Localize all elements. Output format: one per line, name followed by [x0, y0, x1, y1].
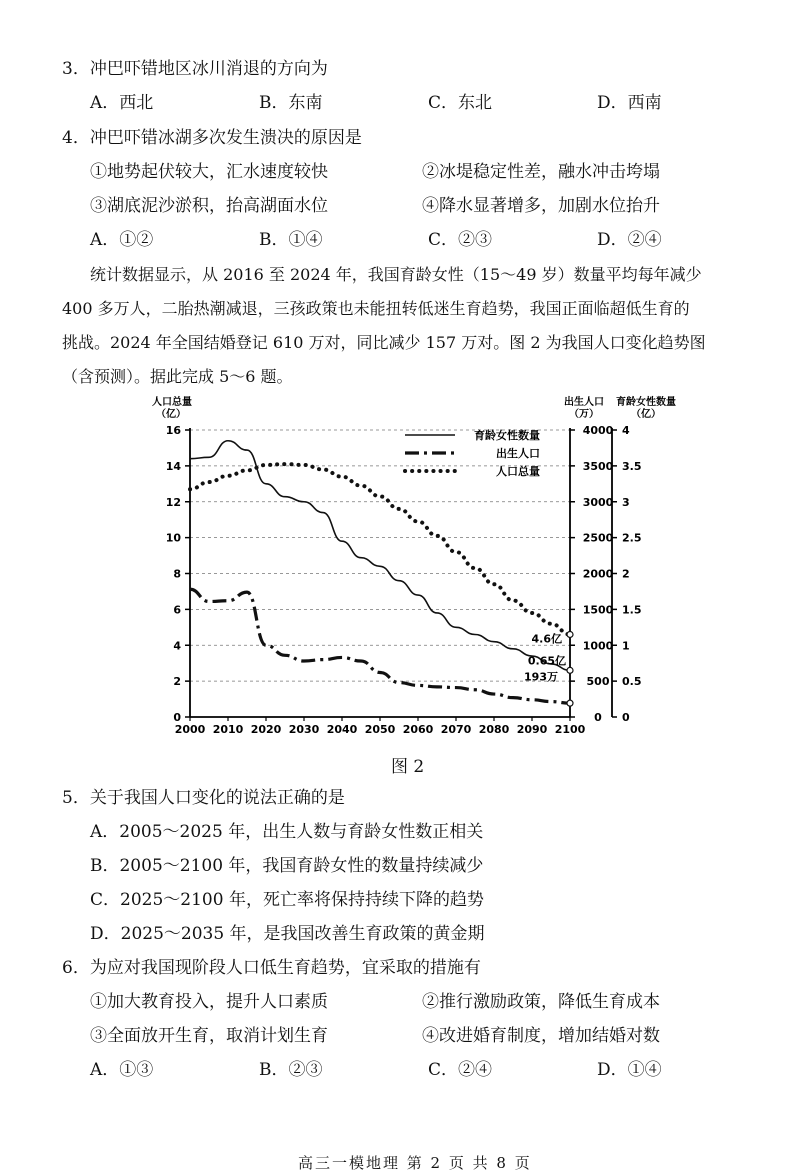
- q4-option-b: B．①④: [259, 230, 323, 250]
- left-axis-tick-label: 0: [173, 711, 181, 724]
- series-end-marker: [567, 631, 573, 637]
- q5-option-d: D．2025～2035 年，是我国改善生育政策的黄金期: [90, 924, 485, 944]
- x-axis-tick-label: 2030: [288, 723, 320, 736]
- x-axis-tick-label: 2060: [402, 723, 434, 736]
- right-axis-1-tick-label: 3000: [582, 495, 614, 509]
- q6-item-4: ④改进婚育制度，增加结婚对数: [422, 1026, 660, 1046]
- passage-line-1: 统计数据显示，从 2016 至 2024 年，我国育龄女性（15～49 岁）数量平均每年减少: [90, 265, 702, 284]
- left-axis-tick-label: 4: [173, 639, 181, 653]
- right-axis-1-tick-label: 500: [586, 675, 610, 689]
- x-axis-tick-label: 2050: [364, 723, 396, 736]
- q3-option-d: D．西南: [597, 93, 662, 113]
- x-axis-tick-label: 2100: [554, 723, 586, 736]
- left-axis-tick-label: 16: [165, 424, 181, 437]
- x-axis-tick-label: 2000: [174, 723, 206, 736]
- x-axis-tick-label: 2010: [212, 723, 244, 736]
- right-axis-2-tick-label: 2.5: [622, 531, 642, 545]
- annotation-women: 0.65亿: [527, 654, 566, 668]
- q6-option-c: C．②④: [428, 1060, 493, 1080]
- right-axis-2-tick-label: 3.5: [622, 459, 642, 473]
- legend-label-1: 育龄女性数量: [474, 429, 540, 442]
- right-axis-2-unit: （亿）: [631, 409, 661, 420]
- right-axis-2-tick-label: 3: [622, 495, 630, 509]
- left-axis-label: 人口总量: [152, 397, 192, 408]
- legend-label-2: 出生人口: [496, 447, 540, 460]
- right-axis-2-tick-label: 1: [622, 639, 630, 653]
- annotation-total: 4.6亿: [531, 632, 562, 646]
- left-axis-tick-label: 14: [165, 459, 181, 473]
- right-axis-1-tick-label: 2500: [582, 531, 614, 545]
- q6-option-a: A．①③: [90, 1060, 154, 1080]
- q4-stem: 4．冲巴吓错冰湖多次发生溃决的原因是: [62, 128, 362, 148]
- q3-option-a: A．西北: [90, 93, 154, 113]
- left-axis-tick-label: 2: [173, 675, 181, 689]
- population-chart-svg: [150, 395, 690, 740]
- left-axis-tick-label: 12: [165, 495, 181, 509]
- x-axis-tick-label: 2040: [326, 723, 358, 736]
- q4-option-c: C．②③: [428, 230, 493, 250]
- q5-option-a: A．2005～2025 年，出生人数与育龄女性数正相关: [90, 822, 484, 842]
- q5-option-b: B．2005～2100 年，我国育龄女性的数量持续减少: [90, 856, 484, 876]
- q3-option-b: B．东南: [259, 93, 323, 113]
- right-axis-2-label: 育龄女性数量: [616, 397, 676, 408]
- passage-line-4: （含预测）。据此完成 5～6 题。: [62, 367, 293, 386]
- right-axis-1-tick-label: 1500: [582, 603, 614, 617]
- q4-item-3: ③湖底泥沙淤积，抬高湖面水位: [90, 196, 328, 216]
- right-axis-1-tick-label: 1000: [582, 639, 614, 653]
- right-axis-2-tick-label: 1.5: [622, 603, 642, 617]
- series-end-marker: [567, 700, 573, 706]
- right-axis-1-tick-label: 3500: [582, 459, 614, 473]
- q6-stem: 6．为应对我国现阶段人口低生育趋势，宜采取的措施有: [62, 958, 481, 978]
- figure-caption: 图 2: [391, 757, 425, 777]
- q4-option-d: D．②④: [597, 230, 662, 250]
- right-axis-1-tick-label: 0: [594, 711, 602, 724]
- left-axis-tick-label: 8: [173, 567, 181, 581]
- right-axis-1-label: 出生人口: [564, 397, 604, 408]
- x-axis-tick-label: 2090: [516, 723, 548, 736]
- left-axis-tick-label: 10: [165, 531, 181, 545]
- q4-item-1: ①地势起伏较大，汇水速度较快: [90, 162, 328, 182]
- right-axis-2-tick-label: 2: [622, 567, 630, 581]
- q4-item-4: ④降水显著增多，加剧水位抬升: [422, 196, 660, 216]
- q3-stem: 3．冲巴吓错地区冰川消退的方向为: [62, 59, 328, 79]
- series-line-3: [190, 464, 570, 634]
- right-axis-2-tick-label: 0.5: [622, 675, 642, 689]
- passage-line-2: 400 多万人，二胎热潮减退，三孩政策也未能扭转低迷生育趋势，我国正面临超低生育的: [62, 299, 690, 318]
- q4-option-a: A．①②: [90, 230, 154, 250]
- q6-item-3: ③全面放开生育，取消计划生育: [90, 1026, 328, 1046]
- left-axis-tick-label: 6: [173, 603, 181, 617]
- legend-label-3: 人口总量: [496, 465, 540, 478]
- q6-option-d: D．①④: [597, 1060, 662, 1080]
- x-axis-tick-label: 2020: [250, 723, 282, 736]
- population-chart: [150, 395, 690, 740]
- q6-item-2: ②推行激励政策，降低生育成本: [422, 992, 660, 1012]
- q3-option-c: C．东北: [428, 93, 493, 113]
- q6-option-b: B．②③: [259, 1060, 323, 1080]
- q5-option-c: C．2025～2100 年，死亡率将保持持续下降的趋势: [90, 890, 484, 910]
- series-end-marker: [567, 667, 573, 673]
- passage-line-3: 挑战。2024 年全国结婚登记 610 万对，同比减少 157 万对。图 2 为我国人口变化趋势图: [62, 333, 706, 352]
- right-axis-1-tick-label: 4000: [582, 424, 614, 437]
- x-axis-tick-label: 2070: [440, 723, 472, 736]
- right-axis-2-tick-label: 4: [622, 424, 630, 437]
- right-axis-2-tick-label: 0: [622, 711, 630, 724]
- x-axis-tick-label: 2080: [478, 723, 510, 736]
- left-axis-unit: （亿）: [156, 409, 186, 420]
- right-axis-1-tick-label: 2000: [582, 567, 614, 581]
- right-axis-1-unit: （万）: [569, 409, 599, 420]
- page-footer: 高三一模地理 第 2 页 共 8 页: [298, 1154, 532, 1172]
- annotation-births: 193万: [524, 670, 558, 684]
- q5-stem: 5．关于我国人口变化的说法正确的是: [62, 788, 345, 808]
- q4-item-2: ②冰堤稳定性差，融水冲击垮塌: [422, 162, 660, 182]
- q6-item-1: ①加大教育投入，提升人口素质: [90, 992, 328, 1012]
- series-line-2: [190, 589, 570, 703]
